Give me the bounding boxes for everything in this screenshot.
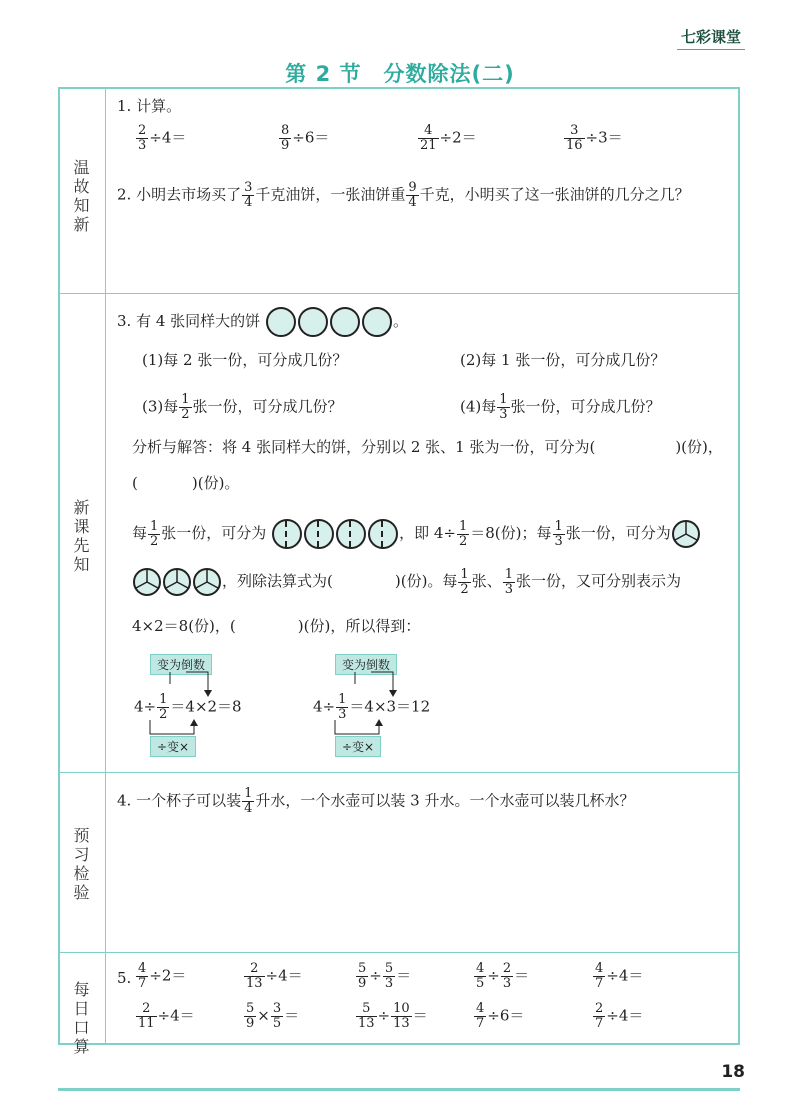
fraction: $\frac{1}{4}$ [244, 786, 253, 816]
q1-item-4: $\frac{3}{16}$ ÷3＝ [566, 123, 623, 153]
pancake-icon [362, 307, 392, 337]
halved-pancake-icon [336, 519, 366, 549]
fraction: $\frac{1}{3}$ [554, 518, 563, 549]
fraction: $\frac{3}{4}$ [244, 180, 253, 210]
fraction: $\frac{4}{21}$ [420, 123, 437, 153]
q5-item: $\frac{4}{7}$ ÷2＝ [138, 961, 187, 991]
q5-item: $\frac{2}{11}$ ÷4＝ [138, 1001, 195, 1031]
pancake-icon [266, 307, 296, 337]
q5-item: $\frac{5}{9}$ × $\frac{3}{5}$ ＝ [246, 1001, 300, 1031]
q1-item-1: $\frac{2}{3}$ ÷4＝ [138, 123, 187, 153]
halved-pancake-icon [304, 519, 334, 549]
q1-item-2: $\frac{8}{9}$ ÷6＝ [281, 123, 330, 153]
q5-number: 5. [117, 969, 132, 987]
label-xinke: 新课先知 [73, 498, 90, 574]
pancake-icon [298, 307, 328, 337]
row-divider-3 [58, 952, 740, 953]
q4-text: 4. 一个杯子可以装 $\frac{1}{4}$ 升水，一个水壶可以装 3 升水。一个水壶可以装几杯水？ [117, 786, 635, 816]
label-wengu: 温故知新 [73, 158, 90, 234]
q3-sub-4: (4)每 $\frac{1}{3}$ 张一份，可分成几份？ [460, 392, 661, 422]
q5-item: $\frac{2}{7}$ ÷4＝ [595, 1001, 644, 1031]
q5-item: $\frac{4}{5}$ ÷ $\frac{2}{3}$ ＝ [476, 961, 530, 991]
q1-item-3: $\frac{4}{21}$ ÷2＝ [420, 123, 477, 153]
q2-text: 2. 小明去市场买了 $\frac{3}{4}$ 千克油饼，一张油饼重 $\frac{9}{4}$ 千克，小明买了这一张油饼的几分之几？ [117, 180, 690, 210]
fraction: $\frac{2}{3}$ [138, 123, 147, 153]
reciprocal-equation: 4÷ $\frac{1}{2}$ ＝4×2＝8 [134, 692, 242, 722]
q3-sub-1: (1)每 2 张一份，可分成几份？ [142, 351, 348, 369]
fraction: $\frac{9}{4}$ [408, 180, 417, 210]
row-divider-2 [58, 772, 740, 773]
reciprocal-equation: 4÷ $\frac{1}{3}$ ＝4×3＝12 [313, 692, 431, 722]
fraction: $\frac{3}{16}$ [566, 123, 583, 153]
q5-item: $\frac{4}{7}$ ÷6＝ [476, 1001, 525, 1031]
pancake-icon [330, 307, 360, 337]
q3-sub-3: (3)每 $\frac{1}{2}$ 张一份，可分成几份？ [142, 392, 343, 422]
section-number: 第 2 节 [285, 62, 362, 86]
thirds-pancake-icon [192, 567, 222, 597]
label-meiri: 每日口算 [73, 980, 90, 1056]
reciprocal-tag: 变为倒数 [335, 654, 397, 675]
fraction: $\frac{1}{3}$ [338, 692, 347, 722]
divide-to-multiply-tag: ÷变× [150, 736, 196, 757]
divide-to-multiply-tag: ÷变× [335, 736, 381, 757]
thirds-pancake-icon [162, 567, 192, 597]
fraction: $\frac{1}{3}$ [504, 566, 513, 597]
q5-item: $\frac{4}{7}$ ÷4＝ [595, 961, 644, 991]
brand-logo: 七彩课堂 [677, 26, 745, 50]
halved-pancake-icon [272, 519, 302, 549]
fraction: $\frac{1}{2}$ [159, 692, 168, 722]
fraction: $\frac{1}{2}$ [458, 518, 468, 549]
thirds-pancake-icon [671, 519, 701, 549]
fraction: $\frac{1}{2}$ [181, 392, 190, 422]
fraction: $\frac{1}{2}$ [460, 566, 469, 597]
q1-heading: 1. 计算。 [117, 97, 182, 115]
section-name: 分数除法(二) [383, 62, 515, 86]
q3-analysis-line-1: 分析与解答：将 4 张同样大的饼，分别以 2 张、1 张为一份，可分为( )(份)， [132, 438, 723, 456]
q5-item: $\frac{2}{13}$ ÷4＝ [246, 961, 303, 991]
q3-analysis-line-3: 每 $\frac{1}{2}$ 张一份，可分为 ，即 4÷ $\frac{1}{2}$ ＝8(份)；每 $\frac{1}{3}$ 张一份，可分为 [132, 519, 701, 549]
q5-item: $\frac{5}{13}$ ÷ $\frac{10}{13}$ ＝ [358, 1001, 428, 1031]
fraction: $\frac{1}{3}$ [499, 392, 508, 422]
q3-analysis-line-4: ，列除法算式为( )(份)。每 $\frac{1}{2}$ 张、 $\frac{1}{3}$ 张一份，又可分别表示为 [132, 567, 681, 597]
q3-sub-2: (2)每 1 张一份，可分成几份？ [460, 351, 666, 369]
section-title [0, 58, 800, 88]
thirds-pancake-icon [132, 567, 162, 597]
q3-intro: 3. 有 4 张同样大的饼 。 [117, 307, 408, 337]
page-bar [58, 1088, 740, 1091]
q3-analysis-line-2: ( )(份)。 [132, 474, 240, 492]
halved-pancake-icon [368, 519, 398, 549]
worksheet-frame [58, 87, 740, 1045]
q5-item: $\frac{5}{9}$ ÷ $\frac{5}{3}$ ＝ [358, 961, 412, 991]
reciprocal-tag: 变为倒数 [150, 654, 212, 675]
page-number: 18 [721, 1062, 745, 1082]
label-divider [105, 87, 106, 1045]
fraction: $\frac{1}{2}$ [150, 518, 159, 549]
fraction: $\frac{8}{9}$ [281, 123, 290, 153]
q3-analysis-line-5: 4×2＝8(份)，( )(份)，所以得到： [132, 617, 421, 635]
label-yuxi: 预习检验 [73, 826, 90, 902]
row-divider-1 [58, 293, 740, 294]
